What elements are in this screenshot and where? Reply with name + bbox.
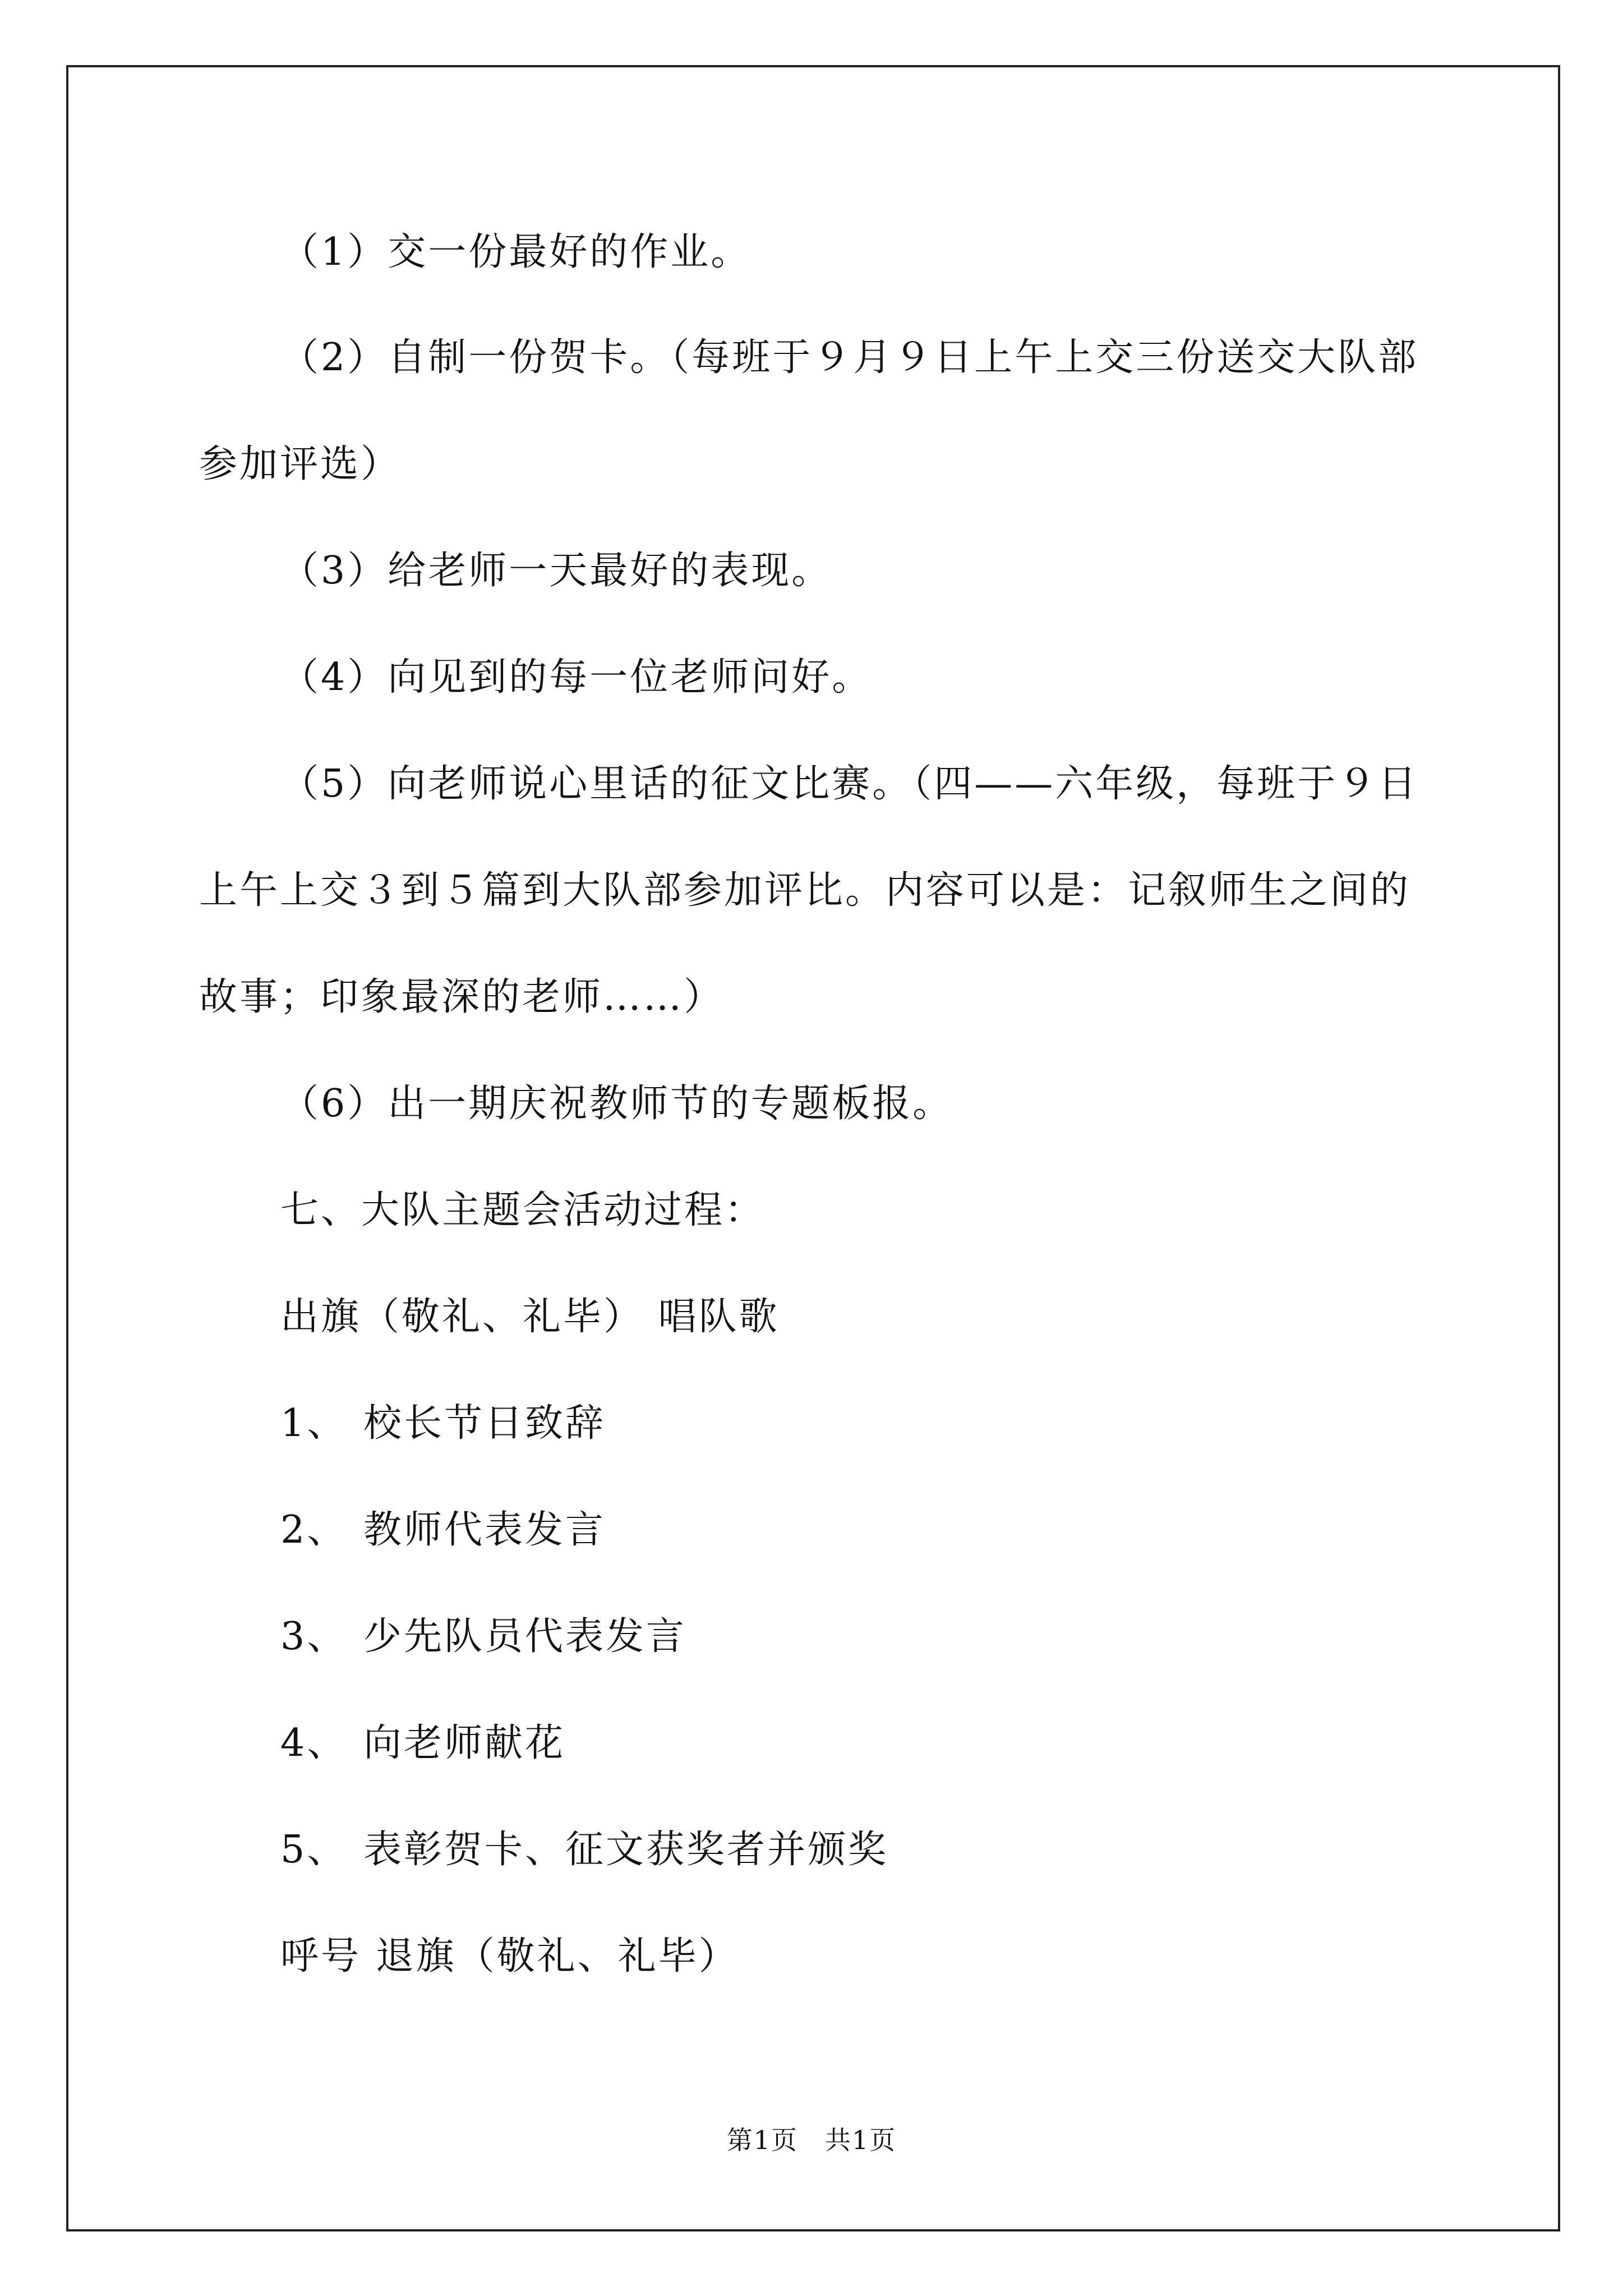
section-heading: 七、大队主题会活动过程： [280, 1188, 766, 1232]
list-item-5-text: 表彰贺卡、征文获奖者并颁奖 [363, 1828, 889, 1872]
list-item-3-text: 少先队员代表发言 [363, 1614, 687, 1659]
list-item-1-text: 校长节日致辞 [363, 1401, 606, 1446]
paragraph-4: （4）向见到的每一位老师问好。 [280, 655, 873, 700]
paragraph-1: （1）交一份最好的作业。 [280, 230, 751, 274]
list-item-4-number: 4、 [280, 1721, 348, 1765]
paragraph-3: （3）给老师一天最好的表现。 [280, 549, 832, 593]
paragraph-5-line-3: 故事；印象最深的老师……） [199, 975, 725, 1019]
paragraph-6: （6）出一期庆祝教师节的专题板报。 [280, 1082, 953, 1126]
page-border [66, 65, 1560, 2231]
paragraph-5-line-1: （5）向老师说心里话的征文比赛。（四——六年级，每班于９日 [280, 762, 1419, 806]
opening-line: 出旗（敬礼、礼毕） 唱队歌 [280, 1295, 780, 1339]
list-item-4-text: 向老师献花 [363, 1721, 566, 1765]
paragraph-5-line-2: 上午上交３到５篇到大队部参加评比。内容可以是：记叙师生之间的 [199, 868, 1411, 913]
closing-line: 呼号 退旗（敬礼、礼毕） [280, 1934, 739, 1978]
paragraph-2-line-2: 参加评选） [199, 442, 402, 486]
list-item-3-number: 3、 [280, 1614, 348, 1659]
paragraph-2-line-1: （2）自制一份贺卡。（每班于９月９日上午上交三份送交大队部 [280, 335, 1419, 380]
page-footer: 第1页 共1页 [726, 2125, 897, 2155]
list-item-1-number: 1、 [280, 1401, 348, 1446]
list-item-2-number: 2、 [280, 1508, 348, 1552]
list-item-2-text: 教师代表发言 [363, 1508, 606, 1552]
list-item-5-number: 5、 [280, 1828, 348, 1872]
